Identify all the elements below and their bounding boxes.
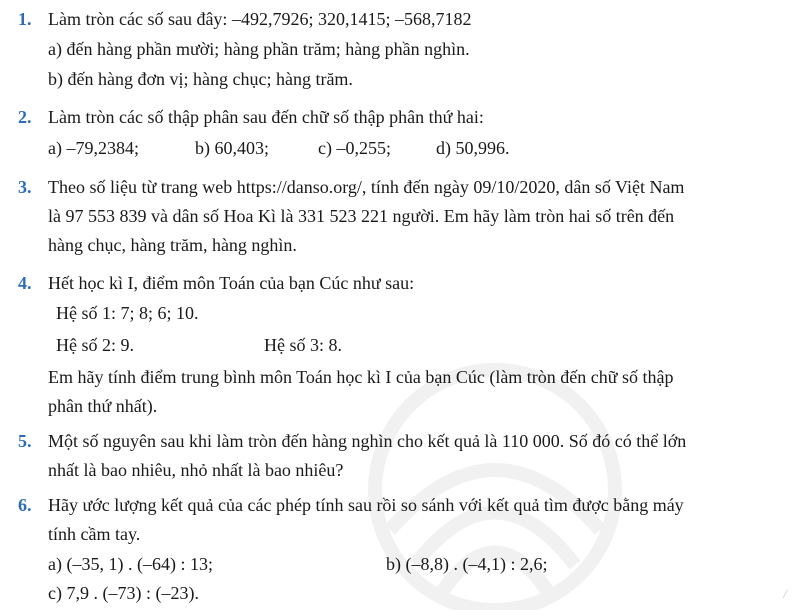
exercise-5-line-1: Một số nguyên sau khi làm tròn đến hàng nghìn cho kết quả là 110 000. Số đó có thể lớn bbox=[48, 431, 687, 451]
exercise-4-prompt: Hết học kì I, điểm môn Toán của bạn Cúc như sau: bbox=[48, 273, 415, 293]
exercise-2-prompt: Làm tròn các số thập phân sau đến chữ số thập phân thứ hai: bbox=[48, 107, 484, 127]
exercise-1-part-b: b) đến hàng đơn vị; hàng chục; hàng trăm. bbox=[48, 69, 353, 89]
exercise-1-part-a: a) đến hàng phần mười; hàng phần trăm; hàng phần nghìn. bbox=[48, 39, 470, 59]
exercise-5-line-2: nhất là bao nhiêu, nhỏ nhất là bao nhiêu? bbox=[48, 460, 344, 480]
exercise-6-line-2: tính cầm tay. bbox=[48, 524, 141, 544]
exercise-6-number: 6. bbox=[18, 495, 32, 515]
exercise-4-number: 4. bbox=[18, 273, 32, 293]
exercise-6-line-1: Hãy ước lượng kết quả của các phép tính sau rồi so sánh với kết quả tìm được bằng máy bbox=[48, 495, 684, 515]
exercise-4-question-2: phân thứ nhất). bbox=[48, 396, 158, 416]
exercise-4-question-1: Em hãy tính điểm trung bình môn Toán học kì I của bạn Cúc (làm tròn đến chữ số thập bbox=[48, 367, 674, 387]
exercise-1-number: 1. bbox=[18, 9, 32, 29]
exercise-3-number: 3. bbox=[18, 177, 32, 197]
exercise-2-part-a: a) –79,2384; bbox=[48, 138, 139, 158]
exercise-2-number: 2. bbox=[18, 107, 32, 127]
exercise-3-line-1: Theo số liệu từ trang web https://danso.org/, tính đến ngày 09/10/2020, dân số Việt Nam bbox=[48, 177, 685, 197]
exercise-1-prompt: Làm tròn các số sau đây: –492,7926; 320,1415; –568,7182 bbox=[48, 9, 472, 29]
exercise-4-coef-3: Hệ số 3: 8. bbox=[264, 335, 342, 355]
corner-mark: / bbox=[783, 586, 787, 601]
exercise-2-part-b: b) 60,403; bbox=[195, 138, 269, 158]
exercise-4-coef-2: Hệ số 2: 9. bbox=[56, 335, 134, 355]
exercise-6-part-b: b) (–8,8) . (–4,1) : 2,6; bbox=[386, 554, 548, 574]
exercise-2-part-c: c) –0,255; bbox=[318, 138, 391, 158]
exercise-3-line-3: hàng chục, hàng trăm, hàng nghìn. bbox=[48, 235, 297, 255]
exercise-3-line-2: là 97 553 839 và dân số Hoa Kì là 331 523 221 người. Em hãy làm tròn hai số trên đến bbox=[48, 206, 675, 226]
exercise-2-part-d: d) 50,996. bbox=[436, 138, 510, 158]
exercise-6-part-a: a) (–35, 1) . (–64) : 13; bbox=[48, 554, 213, 574]
exercise-4-coef-1: Hệ số 1: 7; 8; 6; 10. bbox=[56, 303, 199, 323]
exercise-5-number: 5. bbox=[18, 431, 32, 451]
exercise-6-part-c: c) 7,9 . (–73) : (–23). bbox=[48, 583, 199, 603]
